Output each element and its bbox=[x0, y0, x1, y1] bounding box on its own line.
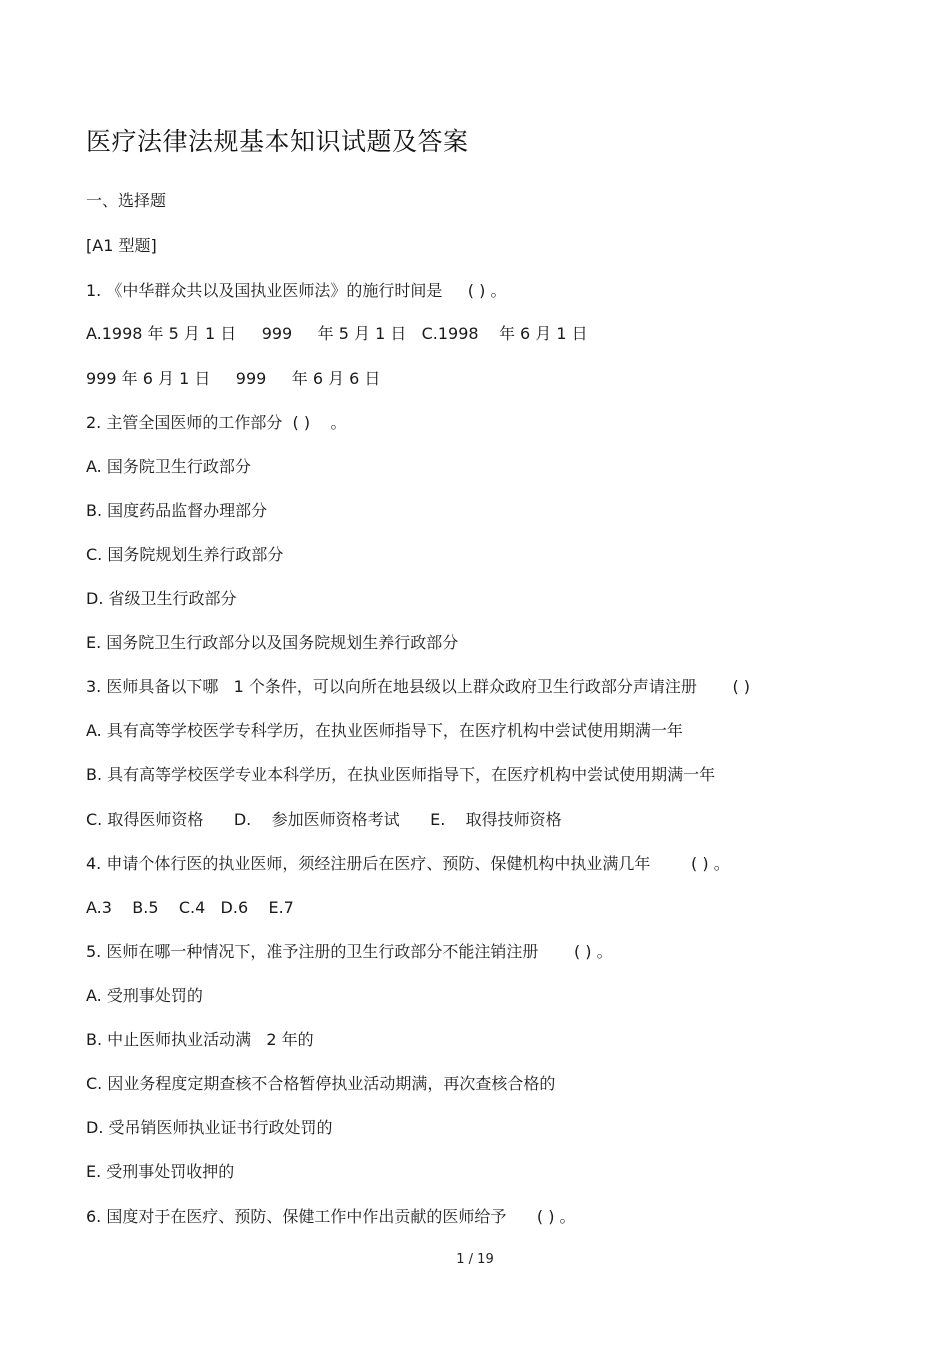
question-3-option-b: B. 具有高等学校医学专业本科学历，在执业医师指导下，在医疗机构中尝试使用期满一年 bbox=[86, 765, 716, 784]
question-2-option-c: C. 国务院规划生养行政部分 bbox=[86, 545, 284, 564]
question-6: 6. 国度对于在医疗、预防、保健工作中作出贡献的医师给予 ( ) 。 bbox=[86, 1207, 576, 1226]
question-4-options: A.3 B.5 C.4 D.6 E.7 bbox=[86, 898, 294, 917]
question-2-option-a: A. 国务院卫生行政部分 bbox=[86, 457, 251, 476]
question-2-option-b: B. 国度药品监督办理部分 bbox=[86, 501, 268, 520]
question-2: 2. 主管全国医师的工作部分 ( ) 。 bbox=[86, 413, 347, 432]
question-3: 3. 医师具备以下哪 1 个条件，可以向所在地县级以上群众政府卫生行政部分声请注册 ( ) bbox=[86, 677, 751, 696]
question-5-option-d: D. 受吊销医师执业证书行政处罚的 bbox=[86, 1118, 333, 1137]
question-5: 5. 医师在哪一种情况下，准予注册的卫生行政部分不能注销注册 ( ) 。 bbox=[86, 942, 613, 961]
question-5-option-a: A. 受刑事处罚的 bbox=[86, 986, 203, 1005]
question-3-option-a: A. 具有高等学校医学专科学历，在执业医师指导下，在医疗机构中尝试使用期满一年 bbox=[86, 721, 683, 740]
question-5-option-e: E. 受刑事处罚收押的 bbox=[86, 1162, 235, 1181]
section-heading: 一、选择题 bbox=[86, 191, 167, 210]
question-3-options-cde: C. 取得医师资格 D. 参加医师资格考试 E. 取得技师资格 bbox=[86, 810, 562, 829]
page-number: 1 / 19 bbox=[456, 1252, 494, 1267]
question-4: 4. 申请个体行医的执业医师，须经注册后在医疗、预防、保健机构中执业满几年 ( ) 。 bbox=[86, 854, 730, 873]
question-type-heading: [A1 型题] bbox=[86, 236, 157, 255]
question-5-option-b: B. 中止医师执业活动满 2 年的 bbox=[86, 1030, 314, 1049]
question-1-options-a: A.1998 年 5 月 1 日 999 年 5 月 1 日 C.1998 年 6 月 1 日 bbox=[86, 324, 588, 343]
question-2-option-d: D. 省级卫生行政部分 bbox=[86, 589, 237, 608]
question-5-option-c: C. 因业务程度定期查核不合格暂停执业活动期满，再次查核合格的 bbox=[86, 1074, 556, 1093]
document-title: 医疗法律法规基本知识试题及答案 bbox=[86, 127, 469, 156]
question-1-options-b: 999 年 6 月 1 日 999 年 6 月 6 日 bbox=[86, 369, 381, 388]
question-2-option-e: E. 国务院卫生行政部分以及国务院规划生养行政部分 bbox=[86, 633, 459, 652]
question-1: 1. 《中华群众共以及国执业医师法》的施行时间是 ( ) 。 bbox=[86, 281, 507, 300]
